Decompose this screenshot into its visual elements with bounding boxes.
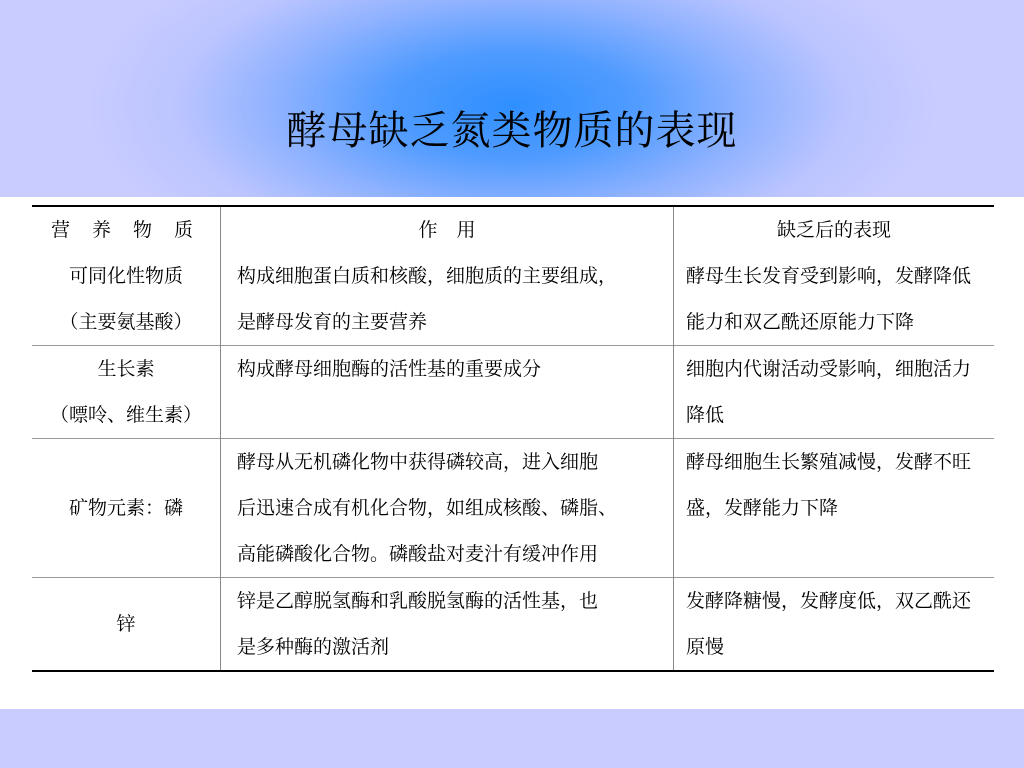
- cell-deficiency: 细胞内代谢活动受影响，细胞活力 降低: [686, 358, 972, 426]
- table-row: [32, 578, 994, 672]
- cell-nutrient: 锌: [32, 578, 221, 672]
- cell-role: 锌是乙醇脱氢酶和乳酸脱氢酶的活性基，也 是多种酶的激活剂: [221, 578, 674, 672]
- cell-deficiency: 酵母生长发育受到影响，发酵降低 能力和双乙酰还原能力下降: [686, 265, 972, 333]
- cell-nutrient: 可同化性物质 （主要氨基酸）: [32, 253, 221, 346]
- cell-role: 构成酵母细胞酶的活性基的重要成分: [221, 346, 674, 439]
- table-header-row: [32, 206, 994, 253]
- table-row: [32, 439, 994, 578]
- table-row: [32, 346, 994, 439]
- cell-nutrient: 矿物元素：磷: [32, 439, 221, 578]
- cell-deficiency: 酵母细胞生长繁殖减慢，发酵不旺 盛，发酵能力下降: [686, 451, 972, 519]
- title-banner: [0, 0, 1024, 197]
- cell-nutrient: 生长素 （嘌呤、维生素）: [32, 346, 221, 439]
- nutrient-table: [32, 205, 994, 672]
- slide-title: 酵母缺乏氮类物质的表现: [286, 108, 738, 154]
- cell-role: 构成细胞蛋白质和核酸，细胞质的主要组成， 是酵母发育的主要营养: [221, 253, 674, 346]
- footer-band: [0, 709, 1024, 768]
- header-role: 作 用: [221, 206, 674, 253]
- header-deficiency: 缺乏后的表现: [776, 219, 891, 241]
- cell-role: 酵母从无机磷化物中获得磷较高，进入细胞 后迅速合成有机化合物，如组成核酸、磷脂、 高能磷酸化合物。磷酸盐对麦汁有缓冲作用: [221, 439, 674, 578]
- header-nutrient: 营 养 物 质: [32, 206, 221, 253]
- cell-deficiency: 发酵降糖慢，发酵度低，双乙酰还 原慢: [686, 590, 972, 658]
- table-row: [32, 253, 994, 346]
